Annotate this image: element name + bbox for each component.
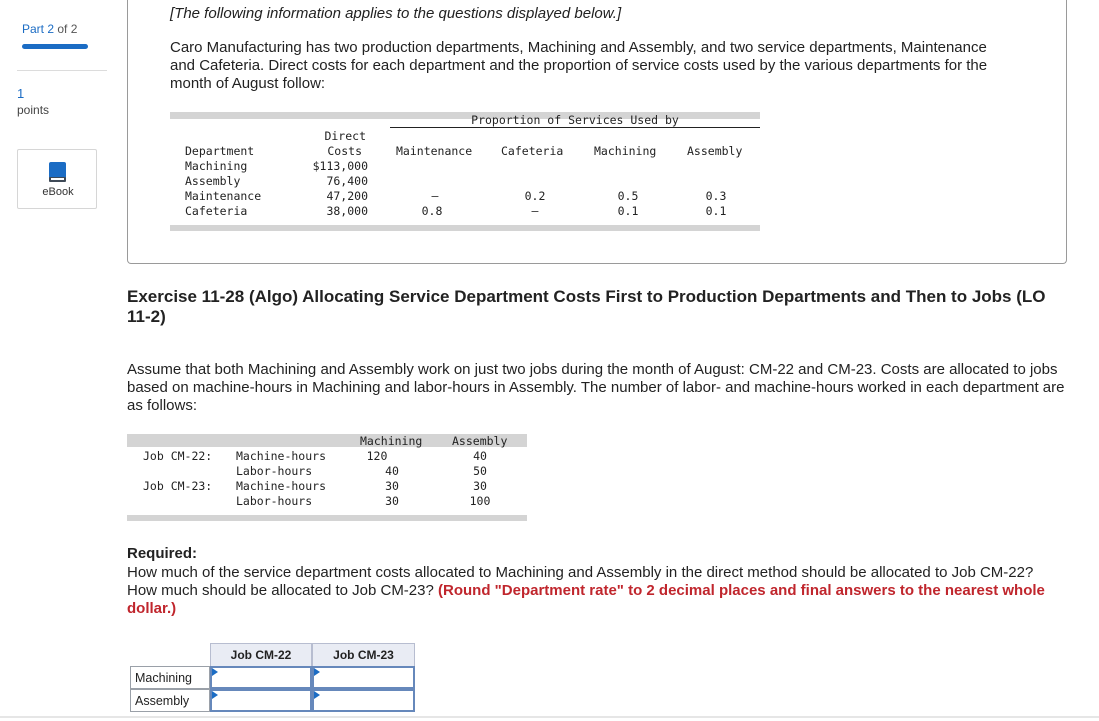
hours-type: Labor-hours bbox=[236, 464, 313, 478]
proportion-rule bbox=[390, 127, 760, 128]
required-heading: Required: bbox=[127, 545, 198, 562]
hours-assembly: 30 bbox=[473, 479, 487, 493]
answer-row-machining: Machining bbox=[130, 666, 210, 689]
caf-proportion: — bbox=[531, 204, 539, 218]
col-direct-1: Direct bbox=[324, 129, 366, 143]
col-direct-2: Costs bbox=[327, 144, 362, 158]
dept-cost: 47,200 bbox=[326, 189, 368, 203]
maint-proportion: 0.8 bbox=[421, 204, 443, 218]
hours-machining: 30 bbox=[385, 479, 399, 493]
ebook-button[interactable] bbox=[17, 149, 97, 209]
hours-col-machining: Machining bbox=[360, 434, 423, 448]
answer-col-job-cm22: Job CM-22 bbox=[210, 643, 312, 667]
part-indicator bbox=[22, 22, 77, 36]
hours-assembly: 40 bbox=[473, 449, 487, 463]
dept-name: Cafeteria bbox=[185, 204, 248, 218]
hours-type: Machine-hours bbox=[236, 479, 327, 493]
mach-proportion: 0.5 bbox=[617, 189, 639, 203]
part-label: Part 2 bbox=[22, 22, 55, 36]
hours-machining: 30 bbox=[385, 494, 399, 508]
input-assembly-cm23[interactable] bbox=[312, 689, 415, 712]
maint-proportion: — bbox=[431, 189, 439, 203]
sidebar-divider bbox=[17, 70, 107, 71]
mach-proportion: 0.1 bbox=[617, 204, 639, 218]
col-department: Department bbox=[185, 144, 255, 158]
col-maintenance: Maintenance bbox=[396, 144, 473, 158]
points-label: points bbox=[17, 103, 50, 117]
rounding-note: (Round "Department rate" to 2 decimal places and final answers to the nearest whole dollar.) bbox=[127, 582, 1045, 617]
required-question: How much of the service department costs allocated to Machining and Assembly in the direct method should be allocated to Job CM-22? How much should be allocated to Job CM-23? bbox=[127, 564, 1034, 599]
dept-name: Maintenance bbox=[185, 189, 262, 203]
hours-type: Labor-hours bbox=[236, 494, 313, 508]
input-machining-cm23[interactable] bbox=[312, 666, 415, 689]
col-cafeteria: Cafeteria bbox=[501, 144, 564, 158]
ebook-label: eBook bbox=[42, 186, 74, 198]
part-of: of 2 bbox=[57, 22, 78, 36]
col-machining: Machining bbox=[594, 144, 657, 158]
page-bottom-divider bbox=[0, 716, 1099, 718]
hours-type: Machine-hours bbox=[236, 449, 327, 463]
input-assembly-cm22[interactable] bbox=[210, 689, 312, 712]
dept-name: Machining bbox=[185, 159, 248, 173]
info-intro: Caro Manufacturing has two production departments, Machining and Assembly, and two service departments, Maintenance and Cafeteria. Direct costs for each department and the proportion of service costs used by the various departments for the month of August follow: bbox=[170, 39, 988, 92]
info-note: [The following information applies to the questions displayed below.] bbox=[170, 5, 622, 22]
required-text bbox=[127, 564, 1067, 618]
dept-cost: 76,400 bbox=[326, 174, 368, 188]
points-value: 1 bbox=[17, 86, 25, 101]
answer-col-job-cm23: Job CM-23 bbox=[312, 643, 415, 667]
exercise-paragraph: Assume that both Machining and Assembly work on just two jobs during the month of August: CM-22 and CM-23. Costs are allocated to jobs based on machine-hours in Machining and labor-hours in Assembly. The number of labor- and machine-hours worked in each department are as follows: bbox=[127, 361, 1065, 414]
dept-cost: 38,000 bbox=[326, 204, 368, 218]
hours-machining: 40 bbox=[385, 464, 399, 478]
hours-assembly: 50 bbox=[473, 464, 487, 478]
hours-table-bottom-bar bbox=[127, 515, 527, 521]
job-label: Job CM-23: bbox=[143, 479, 213, 493]
dept-name: Assembly bbox=[185, 174, 241, 188]
exercise-title: Exercise 11-28 (Algo) Allocating Service Department Costs First to Production Departments and Then to Jobs (LO 11-2) bbox=[127, 287, 1046, 326]
hours-col-assembly: Assembly bbox=[452, 434, 508, 448]
book-icon bbox=[49, 162, 66, 182]
table-bottom-bar bbox=[170, 225, 760, 231]
asm-proportion: 0.3 bbox=[705, 189, 727, 203]
hours-assembly: 100 bbox=[469, 494, 491, 508]
dept-cost: $113,000 bbox=[312, 159, 368, 173]
hours-machining: 120 bbox=[366, 449, 388, 463]
proportion-header: Proportion of Services Used by bbox=[471, 113, 679, 127]
part-progress-bar bbox=[22, 44, 88, 49]
caf-proportion: 0.2 bbox=[524, 189, 546, 203]
answer-row-assembly: Assembly bbox=[130, 689, 210, 712]
col-assembly: Assembly bbox=[687, 144, 743, 158]
job-label: Job CM-22: bbox=[143, 449, 213, 463]
input-machining-cm22[interactable] bbox=[210, 666, 312, 689]
asm-proportion: 0.1 bbox=[705, 204, 727, 218]
